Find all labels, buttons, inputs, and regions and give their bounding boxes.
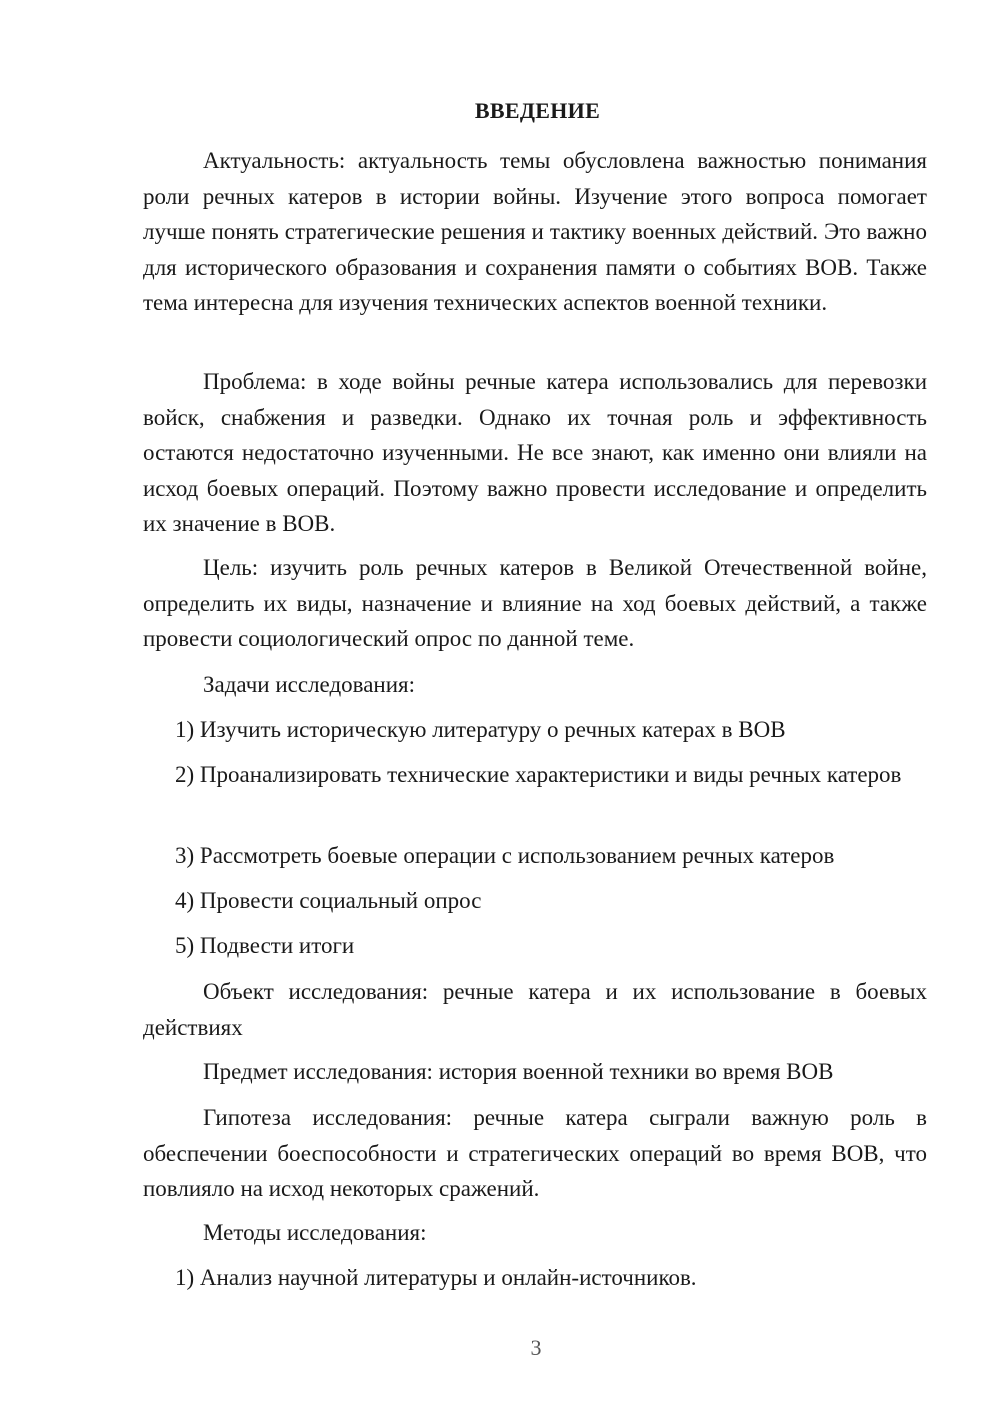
subject-paragraph: Предмет исследования: история военной техники во время ВОВ	[203, 1059, 834, 1084]
relevance-paragraph: Актуальность: актуальность темы обусловлена важностью понимания роли речных катеров в истории войны. Изучение этого вопроса помогает лучше понять стратегические решения и тактику военных действий. Это важно для исторического образования и сохранения памяти о событиях ВОВ. Также тема интересна для изучения технических аспектов военной техники.	[143, 148, 927, 315]
page-number: 3	[530, 1335, 542, 1360]
hypothesis-paragraph: Гипотеза исследования: речные катера сыграли важную роль в обеспечении боеспособности и стратегических операций во время ВОВ, что повлияло на исход некоторых сражений.	[143, 1105, 927, 1201]
task-item-4: 4) Провести социальный опрос	[175, 888, 482, 913]
goal-paragraph: Цель: изучить роль речных катеров в Великой Отечественной войне, определить их виды, назначение и влияние на ход боевых действий, а также провести социологический опрос по данной теме.	[143, 555, 927, 651]
method-item-1: 1) Анализ научной литературы и онлайн-источников.	[175, 1265, 697, 1290]
tasks-heading: Задачи исследования:	[203, 672, 416, 697]
task-item-5: 5) Подвести итоги	[175, 933, 355, 958]
page-title: ВВЕДЕНИЕ	[474, 98, 601, 123]
task-item-3: 3) Рассмотреть боевые операции с использованием речных катеров	[175, 843, 835, 868]
object-paragraph: Объект исследования: речные катера и их использование в боевых действиях	[143, 979, 927, 1040]
task-item-2: 2) Проанализировать технические характеристики и виды речных катеров	[175, 762, 902, 787]
problem-paragraph: Проблема: в ходе войны речные катера использовались для перевозки войск, снабжения и разведки. Однако их точная роль и эффективность остаются недостаточно изученными. Не все знают, как именно они влияли на исход боевых операций. Поэтому важно провести исследование и определить их значение в ВОВ.	[143, 369, 927, 536]
task-item-1: 1) Изучить историческую литературу о речных катерах в ВОВ	[175, 717, 786, 742]
methods-heading: Методы исследования:	[203, 1220, 427, 1245]
